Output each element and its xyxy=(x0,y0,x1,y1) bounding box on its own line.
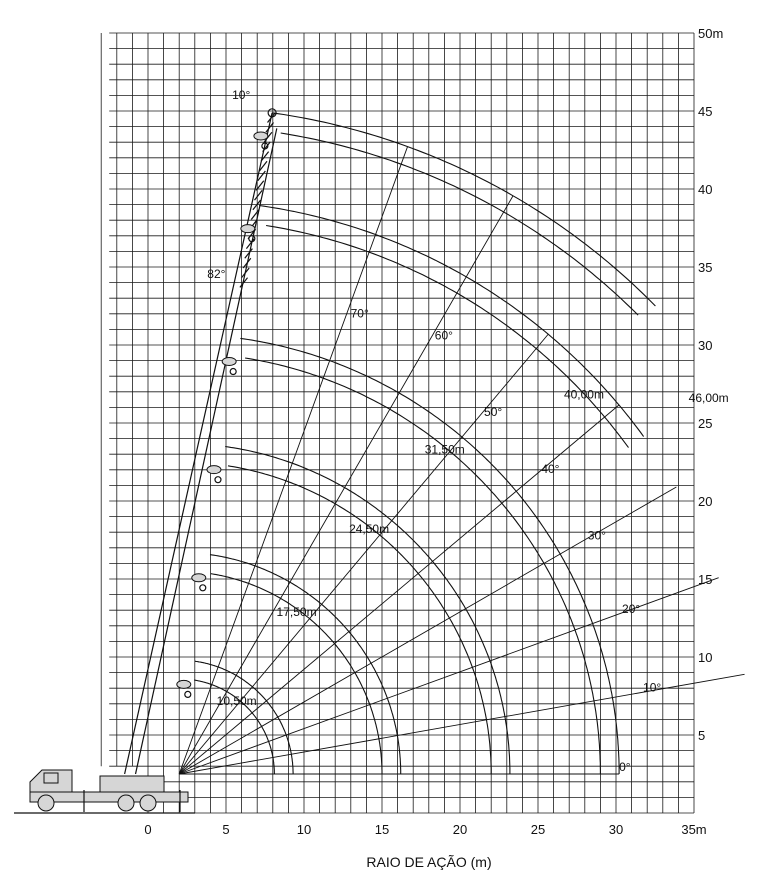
y-tick-label: 25 xyxy=(698,416,713,431)
hook-arc-2 xyxy=(228,466,491,774)
x-tick-label: 30 xyxy=(608,822,624,837)
boom-arc-3 xyxy=(240,338,619,774)
y-tick-label: 10 xyxy=(698,650,713,665)
boom-length-label-4: 40,00m xyxy=(563,387,604,402)
angle-ray-70 xyxy=(179,147,407,774)
angle-label-70: 70° xyxy=(350,306,369,321)
wheel-front xyxy=(38,795,54,811)
y-tick-label: 35 xyxy=(698,260,713,275)
crane-truck xyxy=(14,770,195,813)
angle-label-40: 40° xyxy=(541,462,560,477)
boom-arc-5 xyxy=(272,113,655,306)
angle-label-30: 30° xyxy=(587,528,606,543)
boom-section-head xyxy=(177,680,191,688)
boom-length-label-0: 10,50m xyxy=(216,694,257,709)
boom-section-head xyxy=(192,574,206,582)
wheel-rear-1 xyxy=(118,795,134,811)
boom-length-label-2: 24,50m xyxy=(349,522,390,537)
x-tick-label: 10 xyxy=(296,822,312,837)
hook-block xyxy=(200,585,206,591)
boom-length-label-1: 17,50m xyxy=(276,604,317,619)
x-tick-label: 20 xyxy=(452,822,468,837)
jib-tip-angle-label: 10° xyxy=(232,87,251,102)
angle-ray-40 xyxy=(179,405,619,774)
x-tick-label: 35m xyxy=(681,822,707,837)
boom-main xyxy=(125,113,273,774)
x-tick-label: 5 xyxy=(222,822,230,837)
y-tick-label: 30 xyxy=(698,338,713,353)
x-axis-title: RAIO DE AÇÃO (m) xyxy=(366,854,492,870)
boom-section-head xyxy=(254,132,268,140)
hook-arc-3 xyxy=(245,358,600,774)
boom-chord xyxy=(136,128,277,774)
crane-boom xyxy=(125,109,277,774)
angle-label-50: 50° xyxy=(484,404,503,419)
axis-tick-labels xyxy=(144,26,723,837)
chart-labels xyxy=(207,88,728,774)
hook-block xyxy=(230,369,236,375)
crane-turret xyxy=(100,776,164,792)
boom-section-head xyxy=(241,225,255,233)
angle-label-10: 10° xyxy=(643,680,662,695)
x-tick-label: 25 xyxy=(530,822,546,837)
y-tick-label: 15 xyxy=(698,572,713,587)
boom-arc-4 xyxy=(259,206,643,437)
x-tick-label: 15 xyxy=(374,822,390,837)
truck-window xyxy=(44,773,58,783)
hook-block xyxy=(185,691,191,697)
y-tick-label: 50m xyxy=(698,26,724,41)
angle-label-82: 82° xyxy=(207,266,226,281)
boom-arc-0 xyxy=(195,661,293,774)
wheel-rear-2 xyxy=(140,795,156,811)
y-tick-label: 20 xyxy=(698,494,713,509)
boom-arc-1 xyxy=(210,555,401,774)
angle-label-60: 60° xyxy=(434,328,453,343)
y-tick-label: 5 xyxy=(698,728,706,743)
boom-section-head xyxy=(207,466,221,474)
boom-section-head xyxy=(222,358,236,366)
boom-length-label-5: 46,00m xyxy=(688,391,729,406)
angle-label-0: 0° xyxy=(619,759,631,774)
x-tick-label: 0 xyxy=(144,822,152,837)
y-tick-label: 45 xyxy=(698,104,713,119)
hook-block xyxy=(215,477,221,483)
boom-length-label-3: 31,50m xyxy=(424,442,465,457)
y-tick-label: 40 xyxy=(698,182,713,197)
angle-label-20: 20° xyxy=(622,602,641,617)
